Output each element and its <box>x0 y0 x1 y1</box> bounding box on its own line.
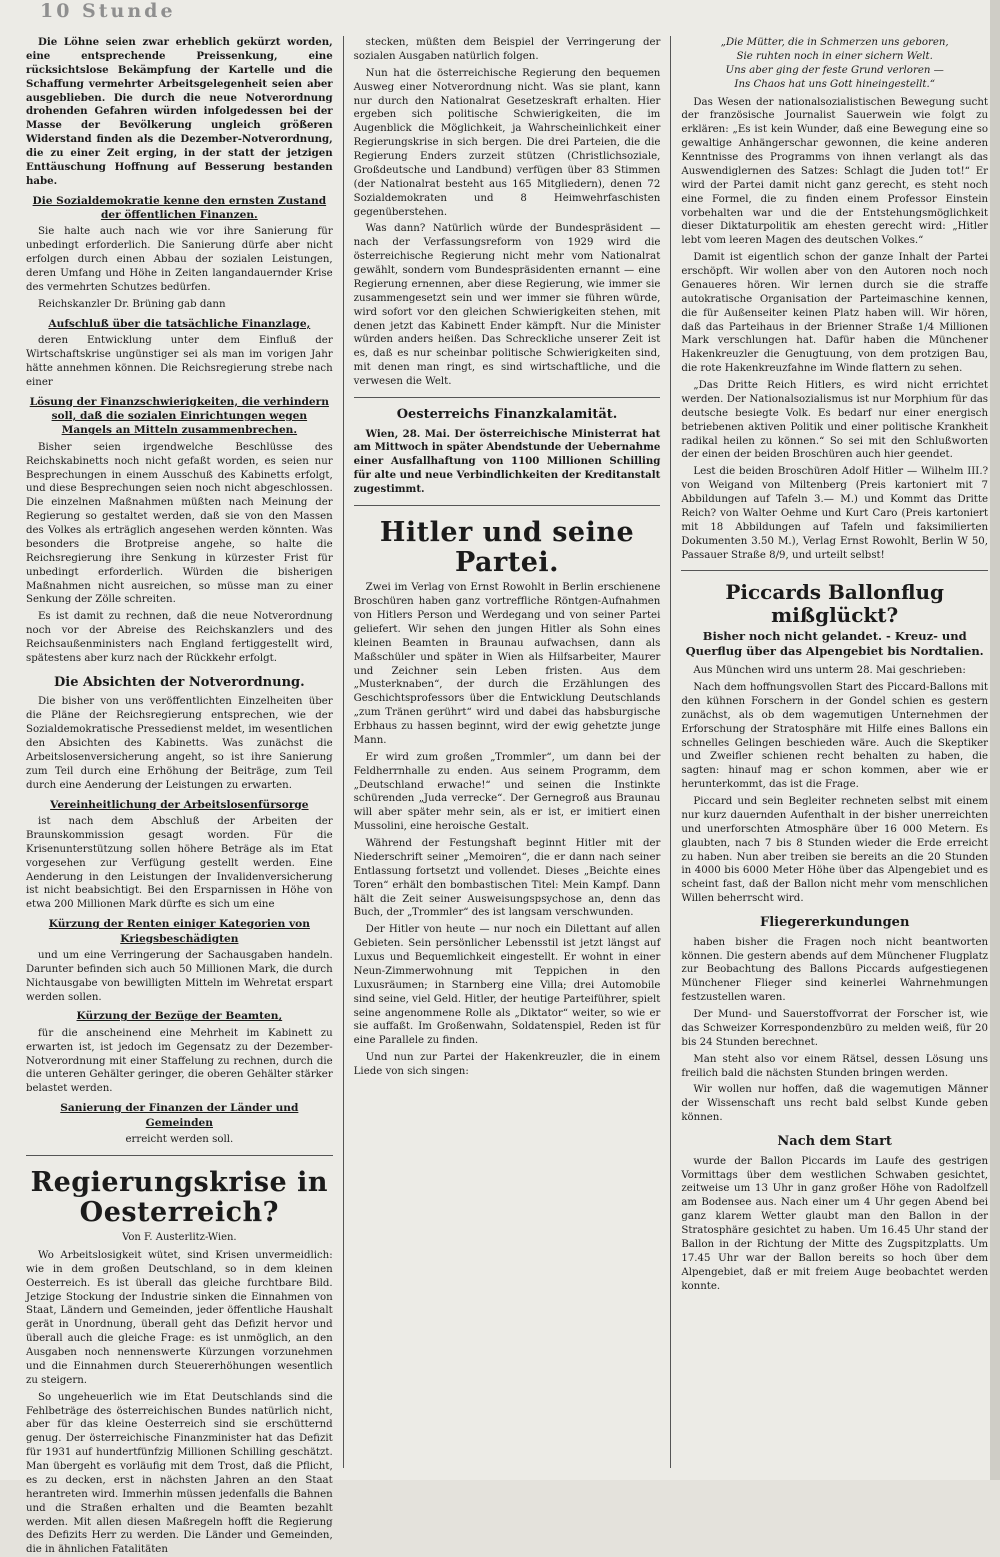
paragraph: Und nun zur Partei der Hakenkreuzler, die in einem Liede von sich singen: <box>353 1052 661 1078</box>
headline-regierungskrise: Regierungskrise in Oesterreich? <box>30 1166 329 1228</box>
divider <box>354 397 661 398</box>
page-edge <box>990 0 1000 1480</box>
subheading: Die Sozialdemokratie kenne den ernsten Zustand der öffentlichen Finanzen. <box>32 194 327 222</box>
section-heading: Die Absichten der Notverordnung. <box>54 674 305 690</box>
section-heading: Oesterreichs Finanzkalamität. <box>396 406 618 422</box>
paragraph: Lest die beiden Broschüren Adolf Hitler — Wilhelm III.? von Weigand von Miltenberg (Preis kartoniert mit 7 Abbildungen auf Tafeln 3.— M.) und Kommt das Dritte Reich? von Walter Oehme und Kurt Caro (Preis kartoniert mit 18 Abbildungen auf Tafeln und faksimilierten Dokumenten 3.50 M.), Verlag Ernst Rowohlt, Berlin W 50, Passauer Straße 8/9, und urteilt selbst! <box>681 466 989 561</box>
paragraph: So ungeheuerlich wie im Etat Deutschlands sind die Fehlbeträge des österreichischen Bundes natürlich nicht, aber für das kleine Oesterreich sind sie erschütternd genug. Der österreichische Finanzminister hat das Defizit für 1931 auf hundertfünfzig Millionen Schilling geschätzt. Man übergeht es vorläufig mit dem Trost, daß die Pflicht, es zu decken, erst in nächsten Jahren an den Staat herantreten wird. Immerhin müssen jedenfalls die Bahnen und die Straßen erhalten und die Beamten bezahlt werden. Mit allen diesen Maßregeln hofft die Regierung des Defizits Herr zu werden. Die Länder und Gemeinden, die in ähnlichen Fatalitäten <box>26 1391 333 1556</box>
paragraph: Sie halte auch nach wie vor ihre Sanierung für unbedingt erforderlich. Die Sanierung dürfe aber nicht erfolgen durch einen Abbau der sozialen Leistungen, deren Umfang und Höhe in Zeiten langandauernder Krise des vermehrten Schutzes bedürfen. <box>26 226 333 293</box>
paragraph: und um eine Verringerung der Sachausgaben handeln. Darunter befinden sich auch 50 Millionen Mark, die durch Nichtausgabe von bewilligten Mitteln im Wehretat erspart werden sollen. <box>26 949 333 1003</box>
paragraph: Zwei im Verlag von Ernst Rowohlt in Berlin erschienene Broschüren haben ganz vortreffliche Röntgen-Aufnahmen von Hitlers Person und Werdegang und von seiner Partei geliefert. Wir sehen den jungen Hitler als Sohn eines kleinen Beamten in Braunau aufwachsen, dann als Maßschüler und später in Wien als Hilfsarbeiter, Maurer und Zeichner sein Leben fristen. Aus dem „Musterknaben“, der durch die Erzählungen des Geschichtsprofessors über die Entwicklung Deutschlands „zum Tränen gerührt“ wird und dabei das habsburgische Erbhaus zu hassen beginnt, wird der ewig gehetzte junge Mann. <box>353 582 661 746</box>
verse-line: Uns aber ging der feste Grund verloren — <box>725 64 944 76</box>
divider <box>354 505 661 506</box>
paragraph: erreicht werden soll. <box>125 1134 234 1146</box>
paragraph: Die bisher von uns veröffentlichten Einzelheiten über die Pläne der Reichsregierung entsprechen, wie der Sozialdemokratische Pressedienst meldet, im wesentlichen den Absichten des Kabinetts. Was zunächst die Arbeitslosenversicherung angeht, so ist ihre Sanierung zum Teil durch eine Erhöhung der Beiträge, zum Teil durch eine Aenderung der Leistungen zu erwarten. <box>26 696 333 791</box>
paragraph: für die anscheinend eine Mehrheit im Kabinett zu erwarten ist, ist jedoch im Gegensatz zu der Dezember-Notverordnung mit einer Staffelung zu rechnen, durch die die unteren Gehälter geringer, die oberen Gehälter stärker belastet werden. <box>26 1027 333 1095</box>
paragraph: Man steht also vor einem Rätsel, dessen Lösung uns freilich bald die nächsten Stunden bringen werden. <box>681 1053 989 1079</box>
section-heading: Nach dem Start <box>777 1134 892 1150</box>
paragraph: Die Löhne seien zwar erheblich gekürzt worden, eine entsprechende Preissenkung, eine rücksichtslose Bekämpfung der Kartelle und die Schaffung vermehrter Arbeitsgelegenheit seien aber ausgeblieben. Die durch die neue Notverordnung drohenden Gefahren würden infolgedessen bei der Masse der Bevölkerung ungleich größeren Widerstand finden als die Dezember-Notverordnung, die zu einer Zeit erging, in der statt der jetzigen Enttäuschung Hoffnung auf Besserung bestanden habe. <box>26 36 333 187</box>
subheadline-piccard: Bisher noch nicht gelandet. - Kreuz- und Querflug über das Alpengebiet bis Nordtalien. <box>685 629 984 658</box>
byline: Von F. Austerlitz-Wien. <box>122 1232 237 1244</box>
subheading: Sanierung der Finanzen der Länder und Gemeinden <box>60 1102 299 1129</box>
paragraph: Er wird zum großen „Trommler“, um dann bei der Feldherrnhalle zu enden. Aus seinem Programm, dem „Deutschland erwache!“ und seinen die Instinkte schürenden „Juda verrecke“. Der Gernegroß aus Braunau will aber später mehr sein, als er ist, er imitiert einen Mussolini, eine heroische Gestalt. <box>353 751 661 833</box>
paragraph: Reichskanzler Dr. Brüning gab dann <box>38 298 226 310</box>
paragraph: Wo Arbeitslosigkeit wütet, sind Krisen unvermeidlich: wie in dem großen Deutschland, so in dem kleinen Oesterreich. Es ist überall das gleiche furchtbare Bild. Jetzige Stockung der Industrie sinken die Einnahmen von Staat, Ländern und Gemeinden, jeder öffentliche Haushalt gerät in Unordnung, überall geht das Defizit hervor und überall auch die gleiche Frage: es ist unmöglich, an den Ausgaben noch nennenswerte Kürzungen vorzunehmen und die Einnahmen durch Steuererhöhungen wesentlich zu steigern. <box>26 1249 333 1386</box>
subheading: Lösung der Finanzschwierigkeiten, die verhindern soll, daß die sozialen Einrichtungen wegen Mangels an Mitteln zusammenbrechen. <box>29 395 329 437</box>
song-verse <box>681 36 988 92</box>
verse-line: „Die Mütter, die in Schmerzen uns geboren, <box>720 37 949 48</box>
column-1 <box>26 36 333 1556</box>
subheading: Kürzung der Renten einiger Kategorien von Kriegsbeschädigten <box>48 918 310 945</box>
verse-line: Sie ruhten noch in einer sichern Welt. <box>736 50 933 62</box>
column-2 <box>354 36 661 1468</box>
section-heading: Fliegererkundungen <box>759 915 910 930</box>
column-rule <box>670 36 671 1468</box>
paragraph: haben bisher die Fragen noch nicht beantworten können. Die gestern abends auf dem Münchener Flugplatz zur Beobachtung des Ballons Piccards aufgestiegenen Münchener Flieger sind keinerlei Wahrnehmungen festzustellen waren. <box>681 936 989 1004</box>
divider <box>681 570 988 571</box>
paragraph: Das Wesen der nationalsozialistischen Bewegung sucht der französische Journalist Sauerwein wie folgt zu erklären: „Es ist kein Wunder, daß eine Bewegung eine so gewaltige Anhängerschar gewonnen, die keine anderen Kenntnisse des Programms von ihnen verlangt als das Auswendiglernen des Satzes: Schlagt die Juden tot!“ Er wird der Partei damit nicht ganz gerecht, es steht noch eine Formel, die zu finden einem Professor Einstein vorbehalten war und die der Entstehungsmöglichkeit dieser Diktaturpolitik am ehesten gerecht wird: „Hitler lebt vom leeren Magen des deutschen Volkes.“ <box>681 96 989 247</box>
paragraph: Wir wollen nur hoffen, daß die wagemutigen Männer der Wissenschaft uns recht bald selbst Kunde geben können. <box>681 1084 989 1124</box>
column-rule <box>343 36 344 1468</box>
column-container <box>26 36 989 1556</box>
paragraph: Der Mund- und Sauerstoffvorrat der Forscher ist, wie das Schweizer Korrespondenzbüro zu melden weiß, für 20 bis 24 Stunden berechnet. <box>681 1009 989 1048</box>
paragraph: Bisher seien irgendwelche Beschlüsse des Reichskabinetts noch nicht gefaßt worden, es seien nur Besprechungen in einem Ausschuß des Kabinetts erfolgt, und diese Besprechungen seien noch nicht abgeschlossen. Die einzelnen Maßnahmen müßten nach Meinung der Regierung so gestaltet werden, daß sie von den Massen des Volkes als erträglich angesehen werden könnten. Was besonders die Brotpreise angehe, so halte die Reichsregierung ihre Senkung in kürzester Frist für unbedingt erforderlich. Würden die bisherigen Maßnahmen nicht ausreichen, so müsse man zu einer Senkung der Zölle schreiten. <box>26 441 333 606</box>
paragraph: deren Entwicklung unter dem Einfluß der Wirtschaftskrise ungünstiger sei als man im vorigen Jahr hätte annehmen können. Die Reichsregierung strebe nach einer <box>26 335 333 388</box>
masthead-fragment: 10 Stunde <box>40 0 176 22</box>
paragraph: Aus München wird uns unterm 28. Mai geschrieben: <box>693 665 966 677</box>
subheading: Kürzung der Bezüge der Beamten, <box>76 1010 283 1023</box>
paragraph: Damit ist eigentlich schon der ganze Inhalt der Partei erschöpft. Wir wollen aber von den Autoren noch noch Genaueres hören. Wir lernen durch sie die straffe autokratische Organisation der Parteimaschine kennen, die für Außenseiter keinen Platz haben will. Wir hören, daß das Parteihaus in der Brienner Straße 1/4 Millionen Mark verschlungen hat. Dafür haben die Münchener Hakenkreuzler die Genugtuung, von dem protzigen Bau, die rote Hakenkreuzfahne im Winde flattern zu sehen. <box>681 252 989 375</box>
column-3 <box>681 36 988 1468</box>
paragraph: Piccard und sein Begleiter rechneten selbst mit einem nur kurz dauernden Aufenthalt in der bisher unerreichten und unerforschten Atmosphäre über 16 000 Metern. Es glaubten, nach 7 bis 8 Stunden wieder die Erde erreicht zu haben. Nun aber treiben sie bereits an die 20 Stunden in 4000 bis 6000 Meter Höhe über das Alpengebiet und es scheint fast, daß der Ballon nicht mehr vom menschlichen Willen beherrscht wird. <box>681 796 989 905</box>
paragraph: wurde der Ballon Piccards im Laufe des gestrigen Vormittags über dem westlichen Schwaben gesichtet, zeitweise um 13 Uhr in ganz großer Höhe von Radolfzell am Bodensee aus. Nach einer um 4 Uhr gegen Abend bei ganz klarem Wetter glaubt man den Ballon in der Stratosphäre gesichtet zu haben. Um 16.45 Uhr stand der Ballon in der Richtung der Mitte des Zugspitzplatts. Um 17.45 Uhr war der Ballon bereits so hoch über dem Alpengebiet, daß er mit freiem Auge beobachtet werden konnte. <box>681 1155 989 1292</box>
paragraph: Der Hitler von heute — nur noch ein Dilettant auf allen Gebieten. Sein persönlicher Lebensstil ist jetzt längst auf Luxus und Bequemlichkeit eingestellt. Er wohnt in einer Neun-Zimmerwohnung mit Teppichen in den Luxusräumen; in Starnberg eine Villa; drei Automobile sind seine, viel Geld. Hitler, der heutige Parteiführer, spielt seine angenommene Rolle als „Diktator“ weiter, so wie er sie auffaßt. Im Großenwahn, Soldatenspiel, Reden ist für eine Parallele zu finden. <box>353 924 661 1047</box>
headline-hitler-partei: Hitler und seine Partei. <box>379 516 635 578</box>
divider <box>26 1155 333 1156</box>
paragraph: „Das Dritte Reich Hitlers, es wird nicht errichtet werden. Der Nationalsozialismus ist nur Morphium für das deutsche besiegte Volk. Es bedarf nur einer energisch betriebenen aktiven Politik und einer politische Krankheit radikal heilen zu können.“ So sei mit den Schlußworten der einen der beiden Broschüren auch hier geendet. <box>681 380 989 461</box>
paragraph: stecken, müßten dem Beispiel der Verringerung der sozialen Ausgaben natürlich folgen. <box>353 37 661 62</box>
subheading: Vereinheitlichung der Arbeitslosenfürsorge <box>50 798 309 811</box>
paragraph: Während der Festungshaft beginnt Hitler mit der Niederschrift seiner „Memoiren“, die er dann nach seiner Entlassung fortsetzt und vollendet. Dieses „Beichte eines Toren“ erhält den bombastischen Titel: Mein Kampf. Dann hält die Zeit seiner Ausweisungspsychose an, denn das Buch, der „Trommler“ des ist langsam verschwunden. <box>353 838 661 919</box>
paragraph: Wien, 28. Mai. Der österreichische Ministerrat hat am Mittwoch in später Abendstunde der Uebernahme einer Ausfallhaftung von 1100 Millionen Schilling für alte und neue Verbindlichkeiten der Kreditanstalt zugestimmt. <box>353 427 661 496</box>
paragraph: Nach dem hoffnungsvollen Start des Piccard-Ballons mit den kühnen Forschern in der Gondel schien es gestern zunächst, als ob dem wagemutigen Unternehmen der Erforschung der Stratosphäre mit Hilfe eines Ballons ein schnelles Gelingen beschieden wäre. Auch die Skeptiker und Zweifler schienen recht behalten zu haben, die sagten: hinauf mag er schon kommen, aber wie er herunterkommt, das ist die Frage. <box>681 682 989 791</box>
paragraph: Nun hat die österreichische Regierung den bequemen Ausweg einer Notverordnung nicht. Was sie plant, kann nur durch den Nationalrat Gesetzeskraft erhalten. Hier ergeben sich politische Schwierigkeiten, die im Augenblick die Möglichkeit, ja Wahrscheinlichkeit einer Regierungskrise in sich bergen. Die drei Parteien, die die Regierung Enders zurzeit stützen (Christlichsoziale, Großdeutsche und Landbund) verfügen über 83 Stimmen (der Nationalrat besteht aus 165 Mitgliedern), denen 72 Sozialdemokraten und 8 Heimwehrfaschisten gegenüberstehen. <box>353 67 661 218</box>
paragraph: ist nach dem Abschluß der Arbeiten der Braunskommission gesagt worden. Für die Krisenunterstützung sollen höhere Beträge als im Etat vorgesehen zur Verfügung gestellt werden. Eine Aenderung in den Leistungen der Invalidenversicherung ist nicht beabsichtigt. Bei den Ersparnissen in Höhe von etwa 200 Millionen Mark dürfte es sich um eine <box>26 816 333 911</box>
headline-piccard: Piccards Ballonflug mißglückt? <box>725 580 945 628</box>
verse-line: Ins Chaos hat uns Gott hineingestellt.“ <box>734 78 935 90</box>
subheading: Aufschluß über die tatsächliche Finanzlage, <box>48 317 311 330</box>
paragraph: Was dann? Natürlich würde der Bundespräsident — nach der Verfassungsreform von 1929 wird die österreichische Regierung nicht mehr vom Nationalrat gewählt, sondern vom Bundespräsidenten ernannt — eine Regierung ernennen, aber diese Regierung, wie immer sie zusammengesetzt sein und wer immer sie führen würde, wird sofort vor den gleichen Schwierigkeiten stehen, mit denen jetzt das Kabinett Ender kämpft. Nur die Minister würden anders heißen. Das Schreckliche unserer Zeit ist es, daß es nur scheinbar politische Schwierigkeiten sind, mit denen man ringt, es sind wirtschaftliche, und die verwesen die Welt. <box>353 223 661 387</box>
paragraph: Es ist damit zu rechnen, daß die neue Notverordnung noch vor der Abreise des Reichskanzlers und des Reichsaußenministers nach England fertiggestellt wird, spätestens aber kurz nach der Rückkehr erfolgt. <box>26 611 333 664</box>
